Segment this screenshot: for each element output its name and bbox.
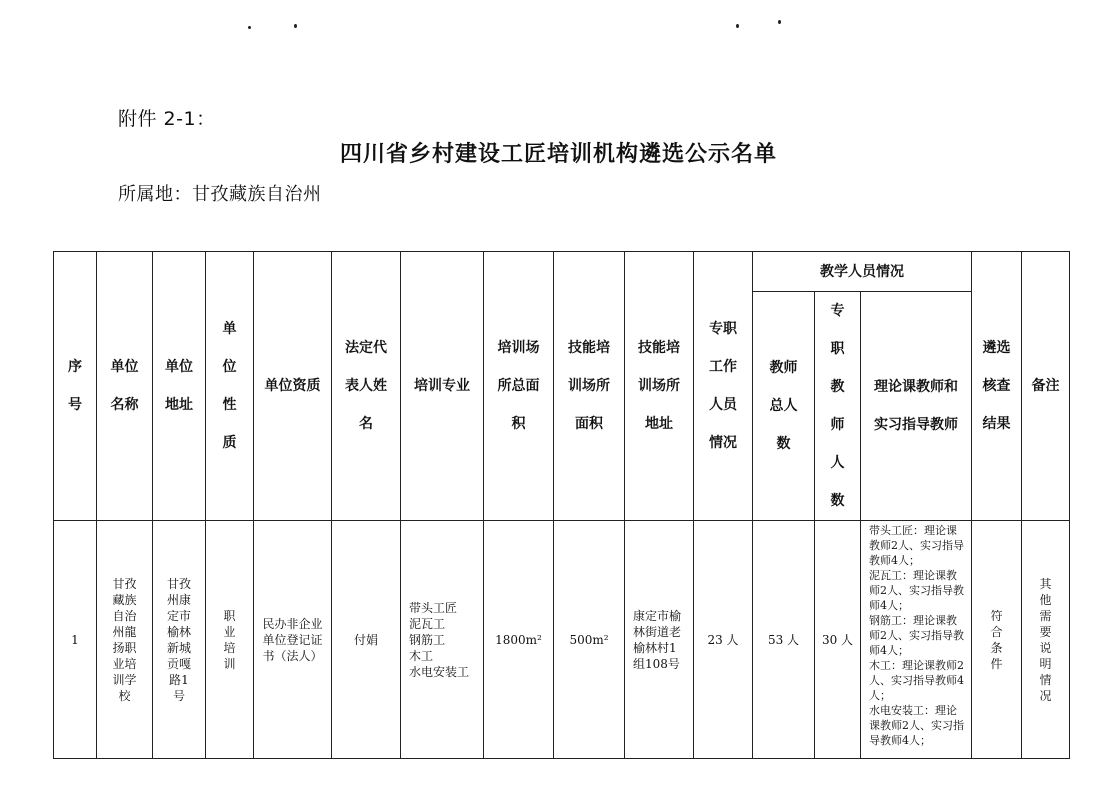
cell-total-teachers: 53 人	[753, 521, 815, 759]
specialty-item: 木工	[409, 648, 434, 663]
teacher-detail-item: 钢筋工：理论课教师2人、实习指导教师4人；	[869, 614, 964, 657]
header-qualification: 单位资质	[254, 252, 332, 521]
scan-speck	[248, 26, 251, 29]
cell-skill-address: 康定市榆林街道老榆林村1组108号	[625, 521, 694, 759]
cell-seq: 1	[54, 521, 97, 759]
cell-total-area: 1800m²	[484, 521, 554, 759]
header-total-teachers: 教师总人数	[753, 292, 815, 521]
header-specialty: 培训专业	[401, 252, 484, 521]
cell-fulltime-teachers: 30 人	[815, 521, 861, 759]
header-skill-address: 技能培训场所地址	[625, 252, 694, 521]
specialty-item: 泥瓦工	[409, 616, 446, 631]
cell-specialties	[401, 521, 484, 759]
cell-qualification: 民办非企业单位登记证书（法人）	[254, 521, 332, 759]
specialty-item: 水电安装工	[409, 664, 470, 679]
cell-unit-name: 甘孜藏族自治州龍扬职业培训学校	[97, 521, 153, 759]
cell-unit-address: 甘孜州康定市榆林新城贡嘎路1号	[153, 521, 206, 759]
cell-remarks: 其他需要说明情况	[1022, 521, 1070, 759]
table-row	[54, 521, 1070, 759]
header-unit-address: 单位地址	[153, 252, 206, 521]
cell-review-result: 符合条件	[972, 521, 1022, 759]
teacher-detail-item: 带头工匠：理论课教师2人、实习指导教师4人；	[869, 524, 964, 567]
cell-fulltime-staff: 23 人	[694, 521, 753, 759]
document-title: 四川省乡村建设工匠培训机构遴选公示名单	[339, 142, 777, 167]
cell-skill-area: 500m²	[554, 521, 625, 759]
header-total-area: 培训场所总面积	[484, 252, 554, 521]
institution-table	[53, 251, 1070, 759]
teacher-detail-item: 木工：理论课教师2人、实习指导教师4人；	[869, 659, 964, 702]
cell-unit-nature: 职业培训	[206, 521, 254, 759]
attachment-label: 附件 2-1：	[118, 108, 216, 130]
region-label: 所属地：甘孜藏族自治州	[118, 184, 322, 205]
header-remarks: 备注	[1022, 252, 1070, 521]
teacher-detail-item: 泥瓦工：理论课教师2人、实习指导教师4人；	[869, 569, 964, 612]
header-theory-practice: 理论课教师和实习指导教师	[861, 292, 972, 521]
header-unit-name: 单位名称	[97, 252, 153, 521]
header-review-result: 遴选核查结果	[972, 252, 1022, 521]
cell-legal-rep: 付娟	[332, 521, 401, 759]
scan-speck	[778, 20, 781, 24]
header-unit-nature: 单位性质	[206, 252, 254, 521]
header-skill-area: 技能培训场所面积	[554, 252, 625, 521]
cell-teacher-details	[861, 521, 972, 759]
header-fulltime-staff: 专职工作人员情况	[694, 252, 753, 521]
header-legal-rep: 法定代表人姓名	[332, 252, 401, 521]
scan-speck	[736, 24, 739, 28]
teacher-detail-item: 水电安装工：理论课教师2人、实习指导教师4人；	[869, 704, 964, 747]
header-seq: 序号	[54, 252, 97, 521]
specialty-item: 带头工匠	[409, 600, 458, 615]
scan-speck	[294, 24, 297, 28]
header-teaching-group: 教学人员情况	[753, 252, 972, 292]
header-fulltime-teachers: 专职教师人数	[815, 292, 861, 521]
specialty-item: 钢筋工	[409, 632, 446, 647]
